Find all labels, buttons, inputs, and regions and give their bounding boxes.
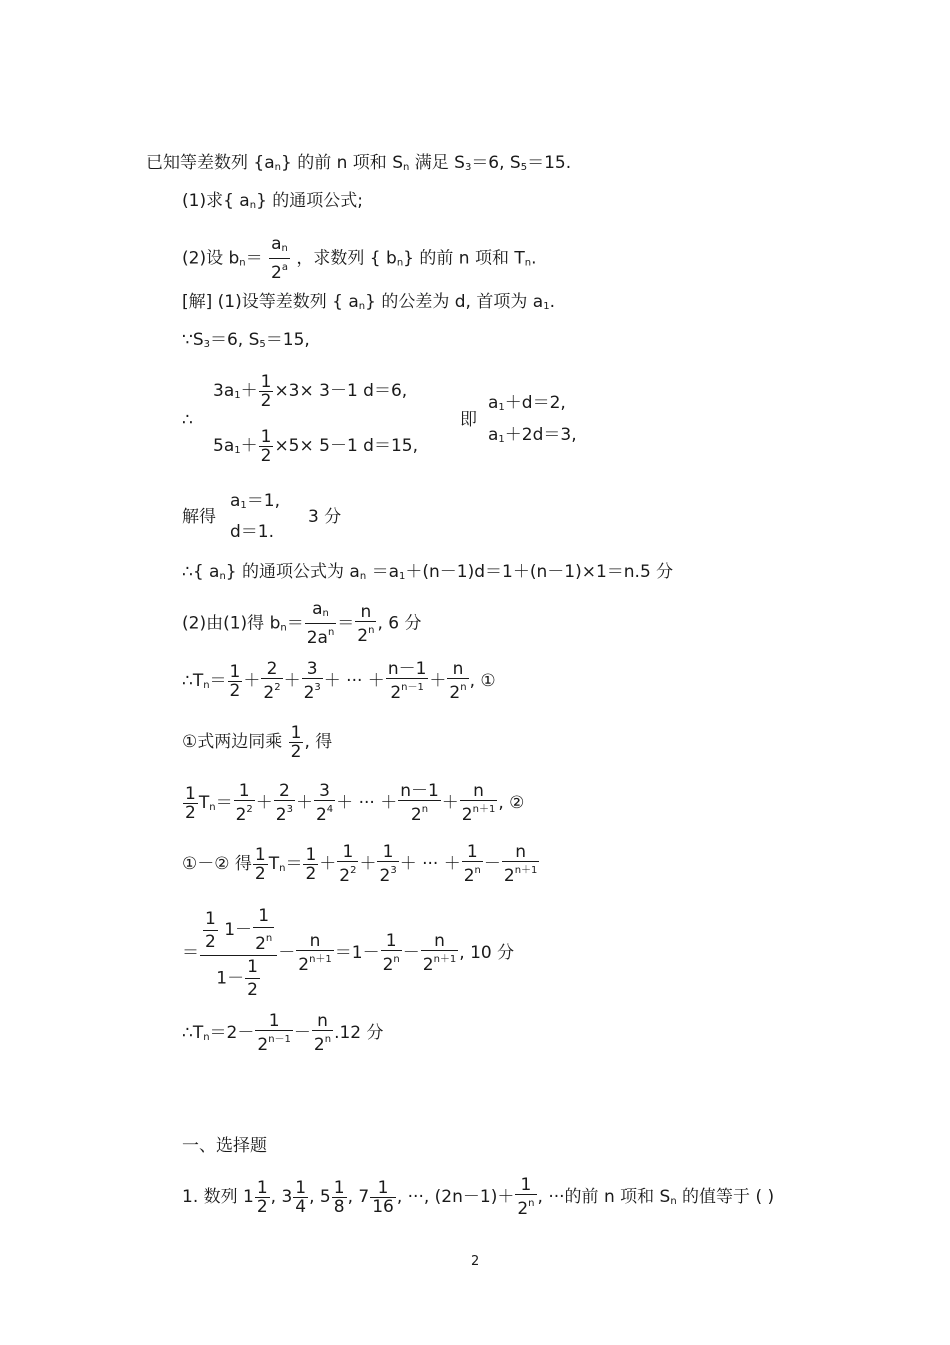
system-eq-3: $a_1+d=2$, [488,393,566,413]
ji-label: 即 [460,410,477,430]
system-eq-2: $5a_1+$ $\frac{1}{2}$ ×5× 5－1 d＝15, [213,426,419,466]
question-2: (2)设 $b_n=$ $\frac{a_n}{2^a}$ ，求数列 { $b_n$} 的前 n 项和 $T_n$. [182,234,537,283]
solution-a1: $a_1=1$, [230,491,281,511]
therefore-symbol: ∴ [182,410,193,430]
fraction: $\frac{n-1}{2^{n-1}}$ [387,659,427,703]
general-term: ∴{ $a_n$} 的通项公式为 $a_n =a_1+(n-1)d=1+(n-1)\times 1=n.5$ 分 [182,562,674,582]
jiede-label: 解得 [182,507,216,527]
fraction: $\frac{2}{2^2}$ [263,659,281,703]
solution-line-1: [解] (1)设等差数列 { $a_n$} 的公差为 d, 首项为 $a_1$. [182,292,555,312]
fraction: $\frac{n}{2^{n+1}}$ [298,931,332,975]
fraction: $\frac{1}{2^2}$ [235,781,253,825]
half-tn-sum: $\frac{1}{2}$ $T_n=$ $\frac{1}{2^2}$ ＋ $\frac{2}{2^3}$ ＋ $\frac{3}{2^4}$ ＋ ··· ＋ $\frac{n-1}{2^n}$ ＋ $\frac{n}{2^{n+1}}$ , ② [185,781,525,825]
fraction: $\frac{1}{2^2}$ [339,842,357,886]
fraction: $\frac{n}{2^{n+1}}$ [422,931,457,975]
problem-stem: 已知等差数列 $\{a_n\}$ 的前 n 项和 $S_n$ 满足 $S_3=6$, $S_5=15$. [146,153,572,173]
fraction: $\frac{1}{8}$ [333,1177,345,1217]
fraction: $\frac{1}{2^n}$ [255,906,273,954]
fraction: $\frac{1}{2^3}$ [379,842,397,886]
fraction: $\frac{1}{2}$ [290,722,302,762]
fraction: $\frac{1}{2}$ [205,908,216,952]
compound-fraction: $\frac{1}{2}$ 1－ $\frac{1}{2^n}$ 1－ $\frac{1}{2}$ [200,905,277,1001]
fraction: $\frac{n-1}{2^n}$ [400,781,439,825]
part-2-bn: (2)由(1)得 $b_n=$ $\frac{a_n}{2a^n}$ ＝ $\frac{n}{2^n}$ , 6 分 [182,599,422,648]
question-1: (1)求{ $a_n$} 的通项公式; [182,191,364,211]
difference-line: ①－② 得 $\frac{1}{2}$ $T_n=$ $\frac{1}{2}$ ＋ $\frac{1}{2^2}$ ＋ $\frac{1}{2^3}$ ＋ ··· ＋ $\frac{1}{2^n}$ － $\frac{n}{2^{n+1}}$ [182,842,538,886]
multiply-half: ①式两边同乘 $\frac{1}{2}$ , 得 [182,722,333,762]
fraction: $\frac{1}{4}$ [295,1177,307,1217]
fraction: $\frac{1}{2}$ [256,1177,268,1217]
fraction: $\frac{n}{2^{n+1}}$ [461,781,496,825]
fraction: $\frac{1}{2}$ [185,783,196,823]
fraction: $\frac{a_n}{2a^n}$ [306,599,335,648]
page-number: 2 [471,1254,480,1269]
fraction: $\frac{1}{2}$ [305,844,317,884]
fraction: $\frac{3}{2^4}$ [315,781,334,825]
fraction: $\frac{1}{2}$ [247,957,258,1000]
fraction: $\frac{1}{2^n}$ [463,842,481,886]
compound-fraction-line: ＝ $\frac{1}{2}$ 1－ $\frac{1}{2^n}$ 1－ $\frac{1}{2}$ － $\frac{n}{2^{n+1}}$ ＝1－ $\frac{1}{2^n}$ － $\frac{n}{2^{n+1}}$ , 10 分 [182,906,515,1000]
solution-d: d＝1. [230,522,275,542]
fraction: $\frac{1}{2^{n-1}}$ [257,1011,291,1055]
fraction: $\frac{1}{2}$ [260,426,272,466]
fraction: $\frac{1}{2^n}$ [382,931,400,975]
fraction: $\frac{n}{2^n}$ [357,601,375,646]
fraction: $\frac{a_n}{2^a}$ [271,234,288,283]
fraction: $\frac{3}{2^3}$ [303,659,321,703]
fraction: $\frac{1}{2}$ [229,661,241,701]
final-answer: $\therefore T_n=2-$ $\frac{1}{2^{n-1}}$ － $\frac{n}{2^n}$ .12 分 [182,1011,384,1055]
fraction: $\frac{2}{2^3}$ [275,781,293,825]
system-eq-4: $a_1+2d=3$, [488,425,577,445]
fraction: $\frac{1}{2}$ [260,371,272,411]
fraction: $\frac{1}{2}$ [254,844,266,884]
tn-sum: $\therefore T_n=$ $\frac{1}{2}$ ＋ $\frac{2}{2^2}$ ＋ $\frac{3}{2^3}$ ＋ ··· ＋ $\frac{n-1}{2^{n-1}}$ ＋ $\frac{n}{2^n}$ , ① [182,659,496,703]
score-3: 3 分 [308,507,342,527]
fraction: $\frac{n}{2^{n+1}}$ [503,842,538,886]
solution-line-2: $\because S_3=6$, $S_5=15$, [182,330,310,350]
fraction: $\frac{n}{2^n}$ [449,659,467,703]
fraction: $\frac{1}{16}$ [372,1177,394,1217]
choice-question-1: 1. 数列 1 $\frac{1}{2}$ , 3 $\frac{1}{4}$ , 5 $\frac{1}{8}$ , 7 $\frac{1}{16}$ , ···, (2n－1)＋ $\frac{1}{2^n}$ , ···的前 n 项和 $S_n$ 的值等于 ( ) [182,1175,775,1219]
fraction: $\frac{n}{2^n}$ [313,1011,332,1055]
system-eq-1: $3a_1+$ $\frac{1}{2}$ ×3× 3－1 d＝6, [213,371,408,411]
fraction: $\frac{1}{2^n}$ [517,1175,535,1219]
section-heading: 一、选择题 [182,1136,267,1156]
